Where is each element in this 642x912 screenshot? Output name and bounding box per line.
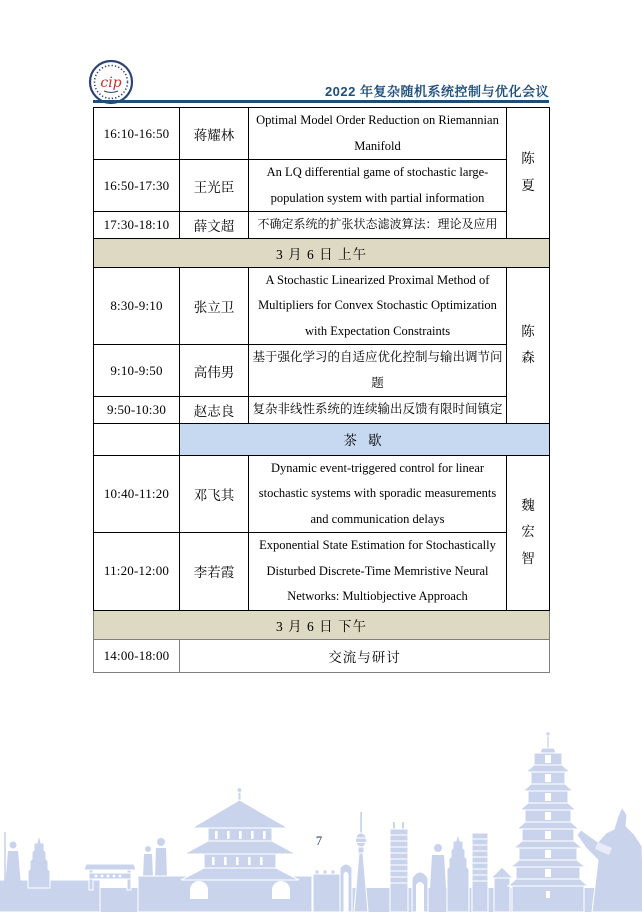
table-row bbox=[94, 267, 550, 345]
table-row bbox=[94, 108, 550, 160]
city-wall-silhouette bbox=[313, 864, 352, 912]
time-cell: 9:10-9:50 bbox=[94, 345, 180, 397]
memorial-arch-gate bbox=[84, 864, 136, 890]
table-row bbox=[94, 238, 550, 267]
table-row bbox=[94, 160, 550, 212]
speaker-cell: 薛文超 bbox=[180, 212, 249, 239]
time-cell: 17:30-18:10 bbox=[94, 212, 180, 239]
time-cell: 14:00-18:00 bbox=[94, 639, 180, 672]
speaker-cell: 高伟男 bbox=[180, 345, 249, 397]
session-chair-cell-text: 陈森 bbox=[521, 323, 535, 365]
table-row bbox=[94, 345, 550, 397]
page-number: 7 bbox=[315, 834, 323, 848]
talk-title-cell: Optimal Model Order Reduction on Riemannian Manifold bbox=[249, 108, 507, 160]
striped-building-2 bbox=[472, 833, 488, 912]
giant-wild-goose-pagoda-silhouette bbox=[508, 732, 588, 912]
talk-title-cell: 基于强化学习的自适应优化控制与输出调节问题 bbox=[249, 345, 507, 397]
session-chair-cell bbox=[507, 108, 550, 239]
activity-cell: 交流与研讨 bbox=[180, 639, 550, 672]
session-chair-cell-text: 陈夏 bbox=[521, 151, 535, 193]
statue-silhouette-center bbox=[430, 844, 446, 888]
talk-title-cell: A Stochastic Linearized Proximal Method of Multipliers for Convex Stochastic Optimization with Expectation Constraints bbox=[249, 267, 507, 345]
statue-silhouette-left bbox=[5, 832, 21, 886]
striped-building-1 bbox=[390, 822, 408, 912]
time-cell: 10:40-11:20 bbox=[94, 455, 180, 533]
table-row bbox=[94, 610, 550, 639]
header-rule bbox=[93, 100, 549, 103]
talk-title-cell: 复杂非线性系统的连续输出反馈有限时间镇定 bbox=[249, 397, 507, 424]
session-chair-cell-text: 魏宏智 bbox=[521, 498, 535, 566]
section-header-cell: 3 月 6 日 上午 bbox=[94, 238, 550, 267]
time-cell bbox=[94, 423, 180, 455]
table-row bbox=[94, 397, 550, 424]
conference-logo-seal bbox=[88, 59, 134, 105]
tea-break-cell: 茶 歇 bbox=[180, 423, 550, 455]
session-chair-cell bbox=[507, 455, 550, 610]
table-row bbox=[94, 423, 550, 455]
speaker-cell: 蒋耀林 bbox=[180, 108, 249, 160]
table-row bbox=[94, 533, 550, 611]
time-cell: 16:10-16:50 bbox=[94, 108, 180, 160]
table-row bbox=[94, 639, 550, 672]
talk-title-cell: Exponential State Estimation for Stochastically Disturbed Discrete-Time Memristive Neural Networks: Multiobjective Approach bbox=[249, 533, 507, 611]
logo-monogram: cip bbox=[100, 75, 122, 91]
session-chair-cell bbox=[507, 267, 550, 423]
small-pagoda-silhouette-left bbox=[28, 835, 50, 888]
speaker-cell: 张立卫 bbox=[180, 267, 249, 345]
speaker-cell: 王光臣 bbox=[180, 160, 249, 212]
table-row bbox=[94, 455, 550, 533]
time-cell: 8:30-9:10 bbox=[94, 267, 180, 345]
time-cell: 16:50-17:30 bbox=[94, 160, 180, 212]
speaker-cell: 赵志良 bbox=[180, 397, 249, 424]
table-row bbox=[94, 212, 550, 239]
talk-title-cell: Dynamic event-triggered control for linear stochastic systems with sporadic measurements and communication delays bbox=[249, 455, 507, 533]
section-header-cell: 3 月 6 日 下午 bbox=[94, 610, 550, 639]
tv-tower-silhouette bbox=[354, 812, 368, 912]
talk-title-cell: An LQ differential game of stochastic large-population system with partial information bbox=[249, 160, 507, 212]
conference-title: 2022 年复杂随机系统控制与优化会议 bbox=[324, 84, 549, 99]
schedule-table bbox=[93, 107, 550, 673]
time-cell: 11:20-12:00 bbox=[94, 533, 180, 611]
small-pagoda-silhouette-2 bbox=[447, 834, 469, 912]
xian-skyline-illustration bbox=[0, 728, 642, 912]
speaker-cell: 李若霞 bbox=[180, 533, 249, 611]
time-cell: 9:50-10:30 bbox=[94, 397, 180, 424]
talk-title-cell: 不确定系统的扩张状态滤波算法：理论及应用 bbox=[249, 212, 507, 239]
people-silhouettes bbox=[143, 838, 167, 878]
peaked-house-silhouette bbox=[491, 867, 513, 912]
conference-logo bbox=[88, 59, 134, 105]
schedule-table-body bbox=[94, 108, 550, 673]
speaker-cell: 邓飞其 bbox=[180, 455, 249, 533]
